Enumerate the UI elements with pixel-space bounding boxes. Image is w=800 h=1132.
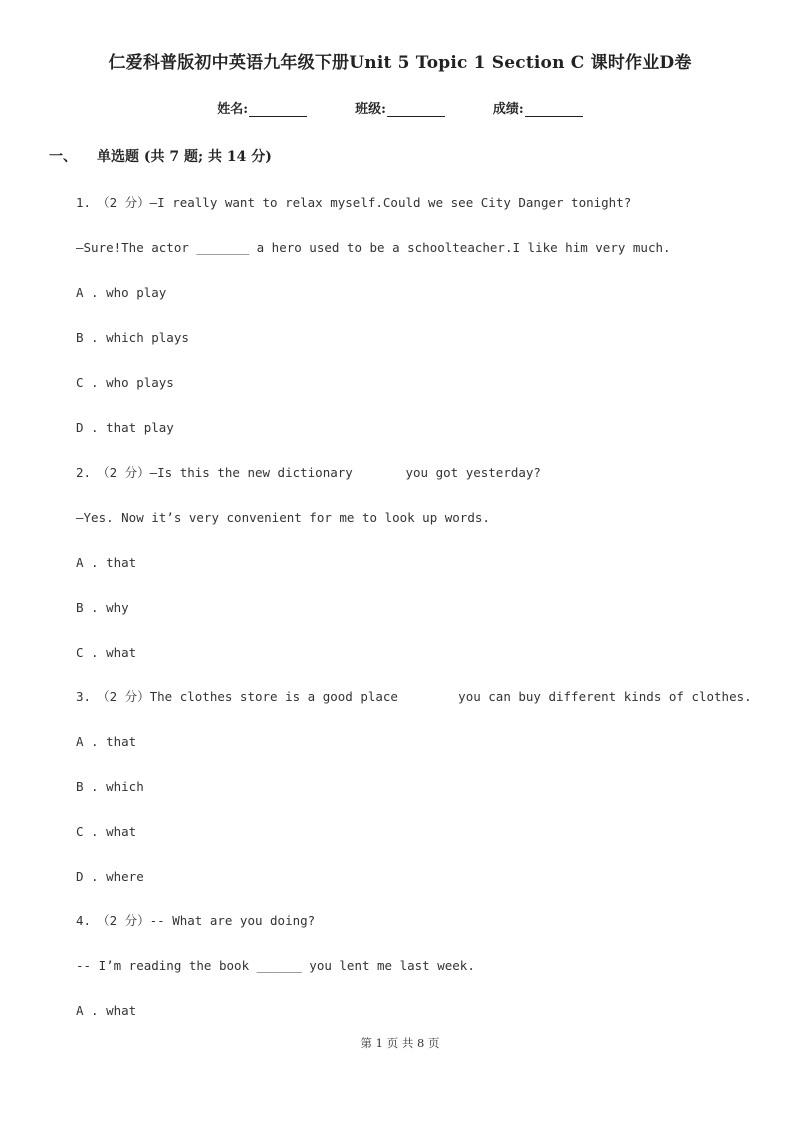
question-text: （2 分）—Is this the new dictionary you got yesterday? xyxy=(97,465,541,480)
question-text: （2 分）The clothes store is a good place you can buy different kinds of clothes. xyxy=(97,689,752,704)
name-label: 姓名: xyxy=(217,102,249,117)
question-3-stem xyxy=(76,687,752,705)
score-field xyxy=(493,98,583,117)
question-1-stem-line2: —Sure!The actor _______ a hero used to be a schoolteacher.I like him very much. xyxy=(76,240,671,255)
question-2-option-c: C . what xyxy=(76,645,137,660)
question-2-stem xyxy=(76,463,541,481)
question-3-option-c: C . what xyxy=(76,824,137,839)
section-number: 一、 xyxy=(49,149,77,165)
question-4-option-a: A . what xyxy=(76,1003,137,1018)
question-1-stem xyxy=(76,193,631,211)
question-1-option-a: A . who play xyxy=(76,285,167,300)
class-label: 班级: xyxy=(355,102,386,117)
question-3-option-d: D . where xyxy=(76,869,144,884)
question-3-option-b: B . which xyxy=(76,779,144,794)
question-text: （2 分）—I really want to relax myself.Could we see City Danger tonight? xyxy=(97,195,632,210)
question-number: 3. xyxy=(76,689,92,704)
question-4-stem-line2: -- I’m reading the book ______ you lent me last week. xyxy=(76,958,475,973)
score-label: 成绩: xyxy=(492,102,524,117)
question-1-option-c: C . who plays xyxy=(76,375,174,390)
question-number: 1. xyxy=(76,195,92,210)
name-field xyxy=(217,98,307,117)
class-blank xyxy=(387,102,445,117)
question-2-stem-line2: —Yes. Now it’s very convenient for me to look up words. xyxy=(76,510,490,525)
section-heading xyxy=(49,146,272,166)
name-blank xyxy=(249,102,307,117)
question-number: 4. xyxy=(76,913,92,928)
question-number: 2. xyxy=(76,465,92,480)
question-2-option-b: B . why xyxy=(76,600,129,615)
section-title: 单选题 (共 7 题; 共 14 分) xyxy=(97,149,272,165)
class-field xyxy=(355,98,445,117)
student-info-row xyxy=(0,98,800,117)
question-text: （2 分）-- What are you doing? xyxy=(97,913,316,928)
question-3-option-a: A . that xyxy=(76,734,137,749)
document-title: 仁爱科普版初中英语九年级下册Unit 5 Topic 1 Section C 课时作业D卷 xyxy=(108,53,692,73)
question-2-option-a: A . that xyxy=(76,555,137,570)
question-1-option-d: D . that play xyxy=(76,420,174,435)
score-blank xyxy=(525,102,583,117)
page-footer: 第 1 页 共 8 页 xyxy=(360,1036,440,1050)
question-1-option-b: B . which plays xyxy=(76,330,189,345)
question-4-stem xyxy=(76,911,315,929)
